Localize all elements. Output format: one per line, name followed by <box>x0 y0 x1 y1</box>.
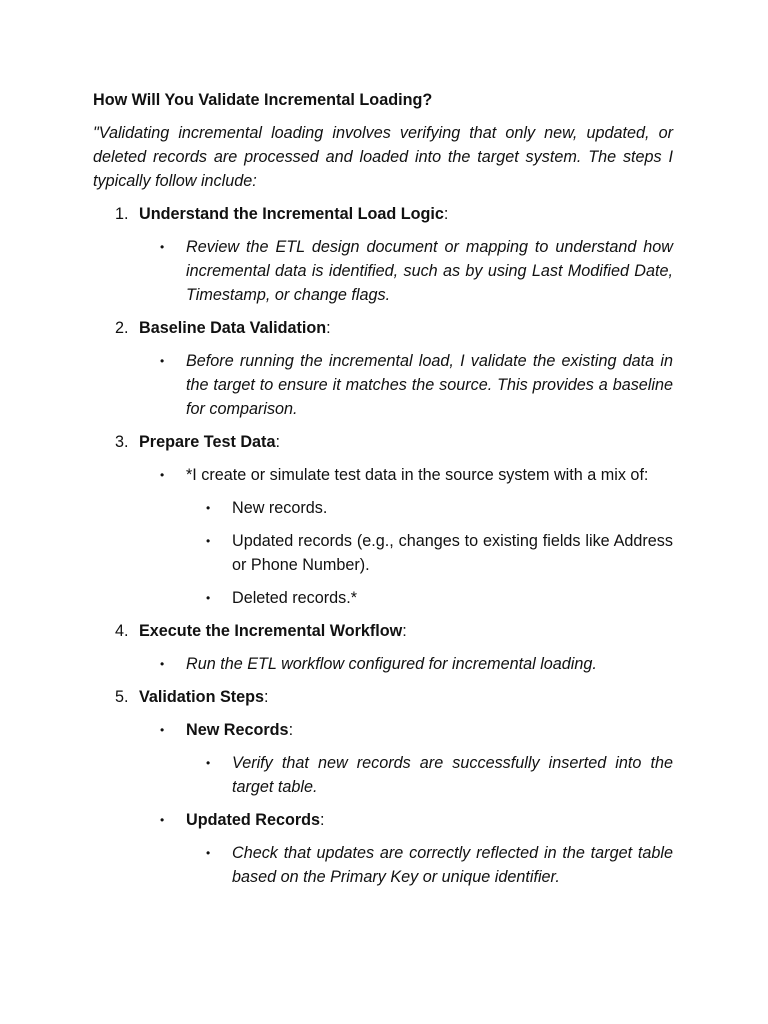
bullet-dot: • <box>160 657 165 671</box>
step-heading: Baseline Data Validation <box>139 319 327 337</box>
step-heading: Validation Steps <box>139 688 265 706</box>
bullet-dot: • <box>160 723 165 737</box>
sub-bullet-text: Check that updates are correctly reflected in the target table based on the Primary Key or unique identifier. <box>232 844 673 886</box>
group-heading: Updated Records <box>186 811 321 829</box>
bullet-item <box>93 808 673 832</box>
step-heading: Understand the Incremental Load Logic <box>139 205 444 223</box>
bullet-item <box>93 349 673 421</box>
bullet-dot: • <box>206 846 211 860</box>
group-colon: : <box>320 811 325 829</box>
sub-bullet-item <box>93 841 673 889</box>
bullet-dot: • <box>160 240 165 254</box>
sub-bullet-text: Deleted records.* <box>232 589 358 607</box>
step-item <box>93 202 673 226</box>
bullet-text: Review the ETL design document or mapping to understand how incremental data is identified, such as by using Last Modified Date, Timestamp, or change flags. <box>186 238 673 304</box>
document-title: How Will You Validate Incremental Loading? <box>93 91 433 109</box>
step-colon: : <box>275 433 280 451</box>
group-colon: : <box>288 721 294 739</box>
step-item <box>93 685 673 709</box>
sub-bullet-item <box>93 529 673 577</box>
step-number: 3. <box>115 433 129 451</box>
step-number: 5. <box>115 688 129 706</box>
bullet-item <box>93 235 673 307</box>
bullet-dot: • <box>206 534 211 548</box>
sub-bullet-item <box>93 586 673 610</box>
document-content <box>93 88 673 898</box>
sub-bullet-text: Updated records (e.g., changes to existing fields like Address or Phone Number). <box>232 532 673 574</box>
step-colon: : <box>443 205 449 223</box>
step-heading: Execute the Incremental Workflow <box>139 622 403 640</box>
bullet-dot: • <box>160 468 165 482</box>
step-item <box>93 316 673 340</box>
step-heading: Prepare Test Data <box>139 433 276 451</box>
step-colon: : <box>264 688 269 706</box>
bullet-dot: • <box>160 813 165 827</box>
bullet-dot: • <box>206 501 211 515</box>
bullet-text: Before running the incremental load, I validate the existing data in the target to ensure it matches the source. This provides a baseline for comparison. <box>186 352 673 418</box>
sub-bullet-item <box>93 751 673 799</box>
bullet-dot: • <box>206 756 211 770</box>
bullet-dot: • <box>206 591 211 605</box>
group-heading: New Records <box>186 721 289 739</box>
bullet-text: *I create or simulate test data in the source system with a mix of: <box>186 466 649 484</box>
bullet-dot: • <box>160 354 165 368</box>
step-colon: : <box>326 319 331 337</box>
sub-bullet-text: Verify that new records are successfully inserted into the target table. <box>232 754 673 796</box>
intro-paragraph: "Validating incremental loading involves verifying that only new, updated, or deleted records are processed and loaded into the target system. The steps I typically follow include: <box>93 124 673 190</box>
bullet-item <box>93 718 673 742</box>
step-number: 4. <box>115 622 129 640</box>
sub-bullet-item <box>93 496 673 520</box>
sub-bullet-text: New records. <box>232 499 328 517</box>
step-number: 2. <box>115 319 129 337</box>
bullet-item <box>93 463 673 487</box>
bullet-text: Run the ETL workflow configured for incremental loading. <box>186 655 597 673</box>
step-item <box>93 619 673 643</box>
step-number: 1. <box>115 205 129 223</box>
step-colon: : <box>402 622 407 640</box>
step-item <box>93 430 673 454</box>
bullet-item <box>93 652 673 676</box>
